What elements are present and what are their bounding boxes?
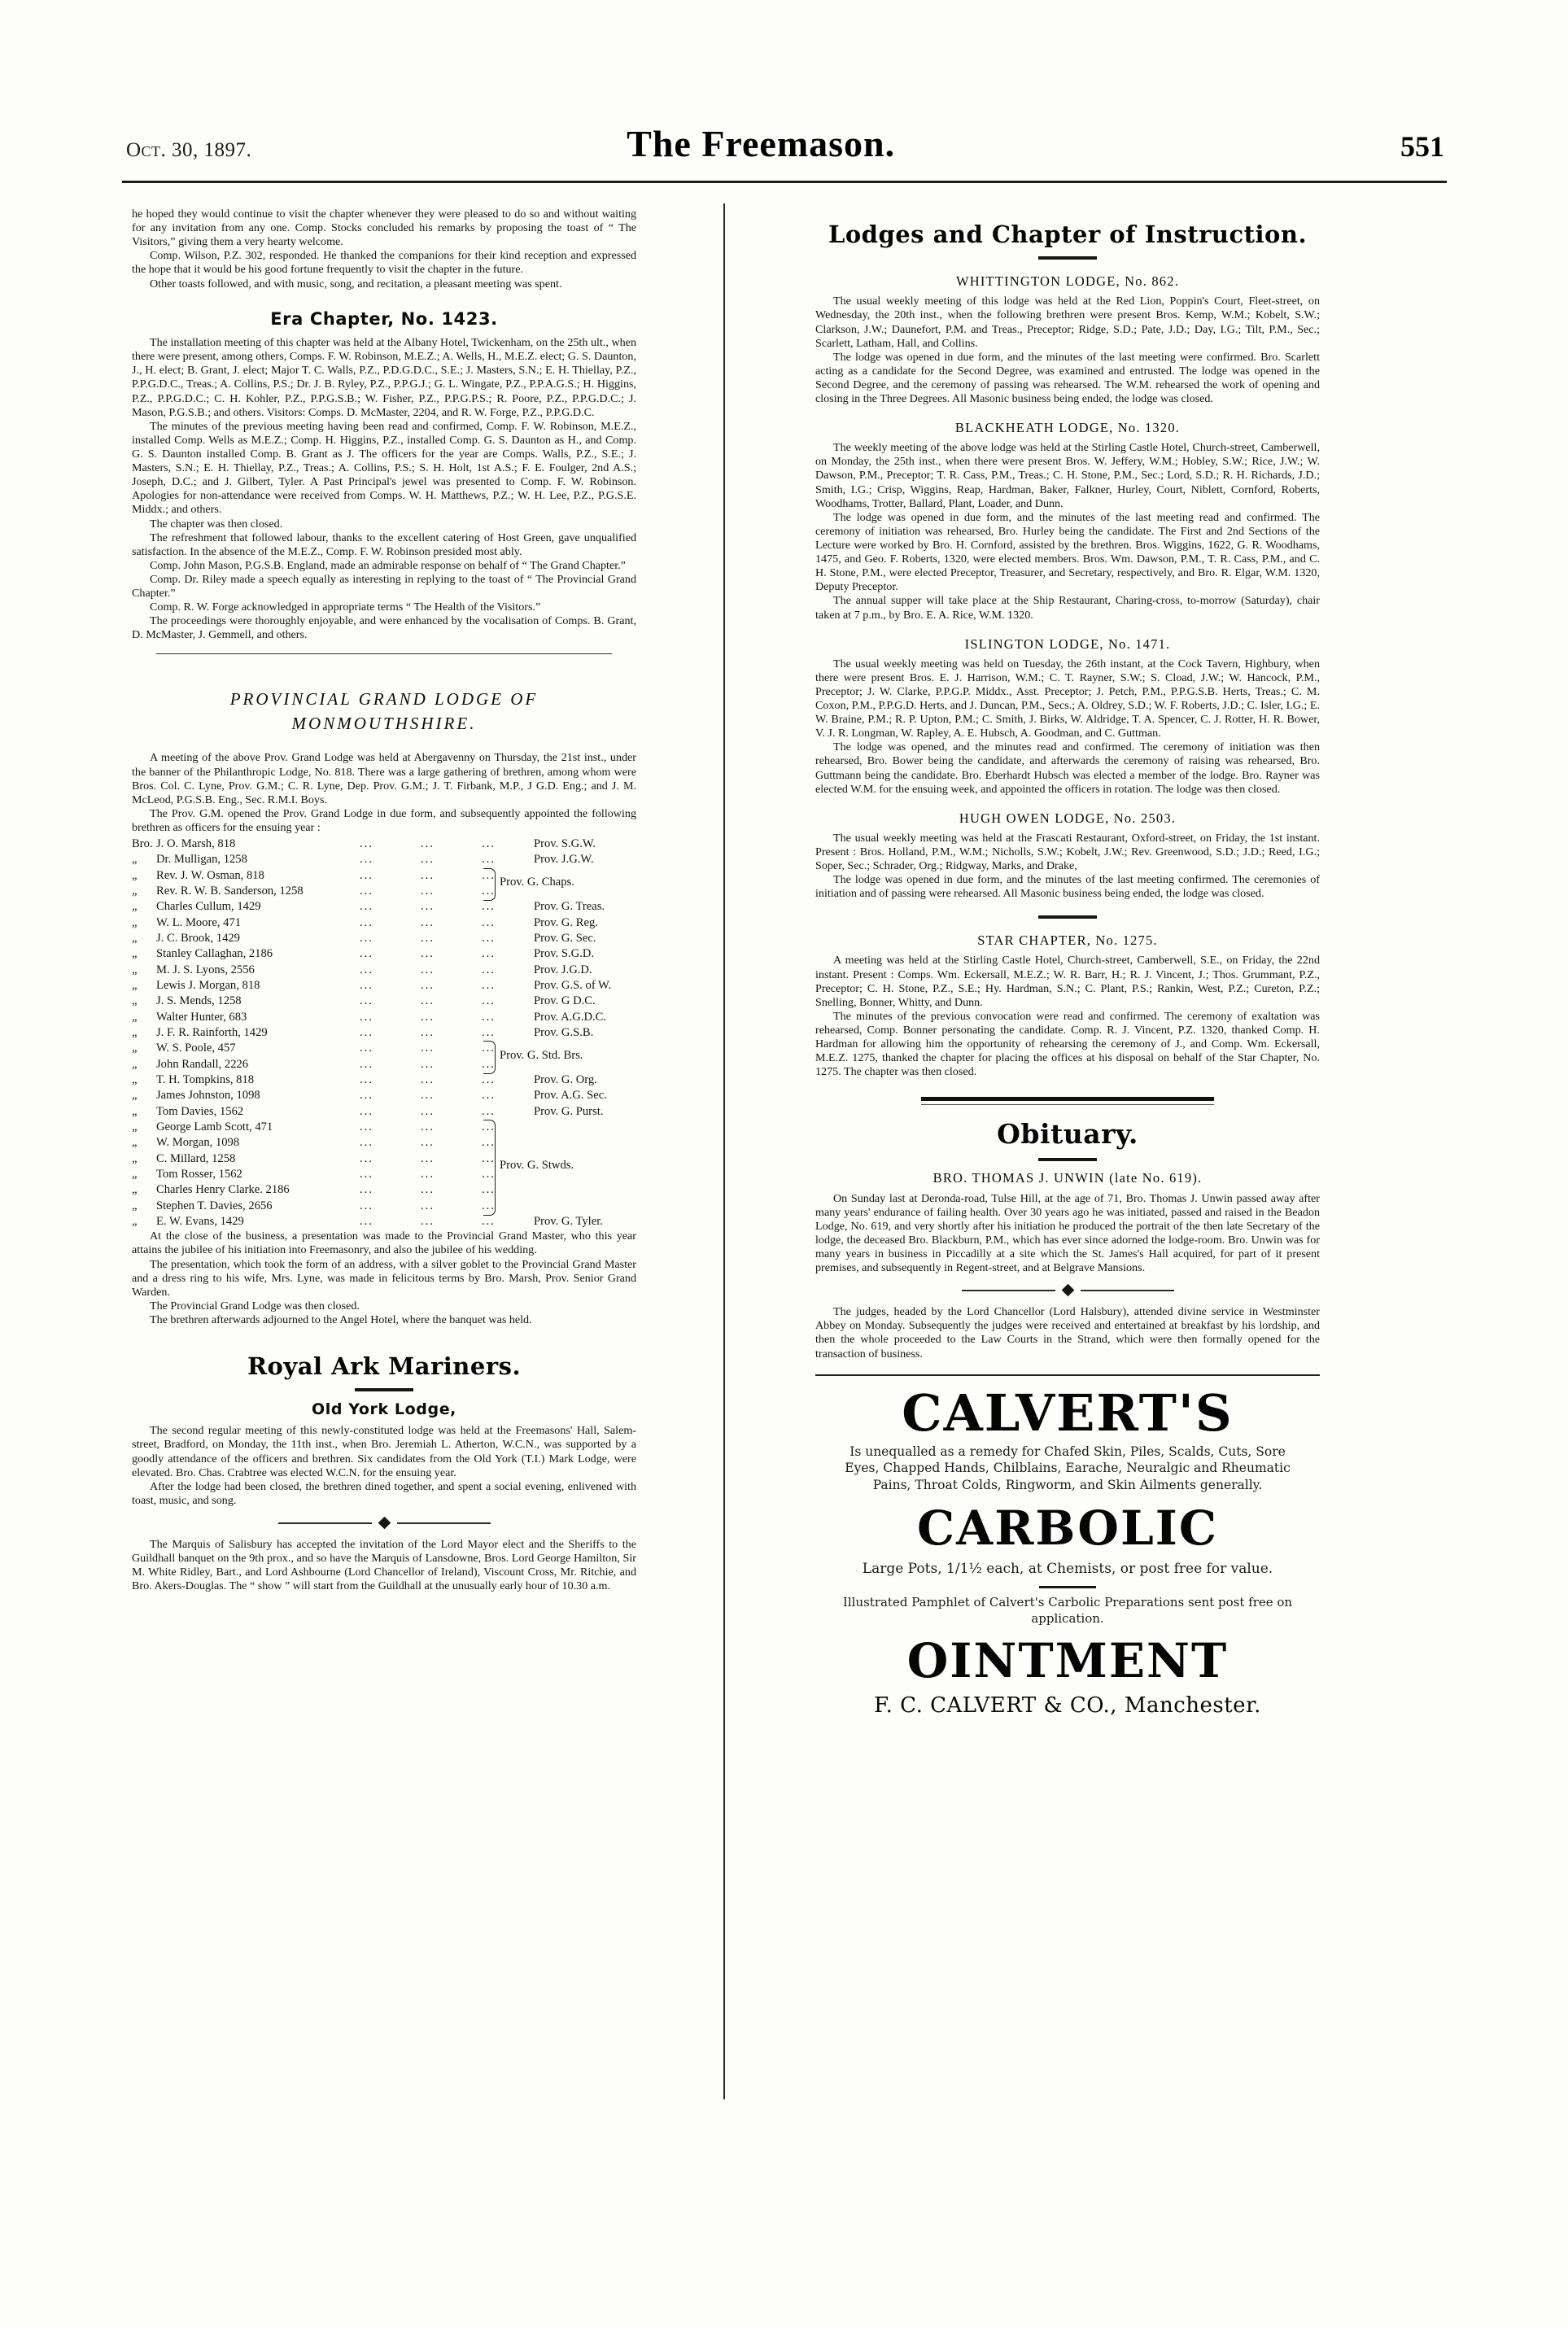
officer-prefix: „ (132, 947, 138, 961)
heading-blackheath-lodge: BLACKHEATH LODGE, No. 1320. (954, 420, 1181, 436)
leader-dots: ... (421, 1073, 435, 1087)
heading-star-chapter: STAR CHAPTER, No. 1275. (977, 933, 1158, 949)
officer-office: Prov. S.G.W. (534, 837, 596, 851)
officer-name: C. Millard, 1258 (156, 1151, 236, 1165)
leader-dots: ... (360, 853, 373, 867)
officer-row (132, 1072, 636, 1088)
officer-row (132, 1010, 636, 1025)
leader-dots: ... (360, 1057, 373, 1071)
whittington-para-2: The lodge was opened in due form, and the minutes of the last meeting were confirmed. Bro. Scarlett acting as a candidate for the Second Degree, was examined and entrusted. The lodge was opened in the Second Degree, and the ceremony of passing was rehearsed. The W.M. rehearsed the work of opening and closing in the Three Degrees. All Masonic business being ended, the lodge was closed. (815, 350, 1320, 406)
officer-name: W. Morgan, 1098 (156, 1136, 240, 1150)
leader-dots: ... (482, 1042, 496, 1055)
leader-dots: ... (482, 947, 496, 961)
leader-dots: ... (421, 932, 435, 946)
officer-row (132, 931, 636, 946)
officer-row (132, 852, 636, 867)
leader-dots: ... (421, 947, 435, 961)
star-chapter-para-2: The minutes of the previous convocation were read and confirmed. The ceremony of exaltation was rehearsed, Comp. Bonner personating the candidate. Comp. R. J. Vincent, P.Z. 1320, thanked Comp. H. Hardman for allowing him the opportunity of rehearsing the ceremony of J., and Comp. Wm. Eckersall, M.E.Z. 1275, thanked the chapter for placing the offices at his disposal on behalf of the Star Chapter, No. 1275. The chapter was then closed. (815, 1009, 1320, 1079)
leader-dots: ... (360, 884, 373, 898)
islington-para-2: The lodge was opened, and the minutes read and confirmed. The ceremony of initiation was then rehearsed, Bro. Bower being the candidate, and afterwards the ceremony of raising was rehearsed, Bro. Guttmann being the candidate. Bro. Eberhardt Hubsch was elected a member of the lodge. Bro. Rayner was elected W.M. for the ensuing week, and appointed the officers in rotation. The lodge was then closed. (815, 740, 1320, 796)
officer-office: Prov. J.G.W. (534, 853, 594, 867)
leader-dots: ... (360, 900, 373, 914)
divider-segment-left (278, 1522, 372, 1524)
brace-icon (483, 1041, 496, 1074)
leader-dots: ... (482, 837, 496, 851)
leader-dots: ... (482, 994, 496, 1008)
officer-name: J. F. R. Rainforth, 1429 (156, 1026, 268, 1040)
rule-light (921, 1104, 1214, 1105)
officer-row (132, 915, 636, 931)
leader-dots: ... (421, 1167, 435, 1181)
prov-para-4: The presentation, which took the form of an address, with a silver goblet to the Provincial Grand Master and a dress ring to his wife, Mrs. Lyne, was made in felicitous terms by Bro. Marsh, Prov. Senior Grand Warden. (132, 1257, 636, 1299)
leader-dots: ... (421, 1042, 435, 1055)
officer-office: Prov. G. Reg. (534, 915, 598, 929)
officer-prefix: „ (132, 1199, 138, 1212)
heading-lodges-chapter-instruction: Lodges and Chapter of Instruction. (828, 221, 1308, 248)
leader-dots: ... (421, 1089, 435, 1103)
officer-name: George Lamb Scott, 471 (156, 1120, 273, 1133)
paragraph-continuation-2: Comp. Wilson, P.Z. 302, responded. He thanked the companions for their kind reception and expressed the hope that it would be his good fortune frequently to visit the chapter in the future. (132, 249, 636, 277)
officer-prefix: „ (132, 868, 138, 882)
officer-prefix: „ (132, 1073, 138, 1087)
heading-prov-line1: PROVINCIAL GRAND LODGE OF (229, 688, 539, 709)
officer-office: Prov. G D.C. (534, 994, 596, 1008)
leader-dots: ... (360, 1199, 373, 1212)
officer-group-office: Prov. G. Chaps. (500, 876, 574, 889)
leader-dots: ... (360, 1073, 373, 1087)
paragraph-continuation-1: he hoped they would continue to visit the chapter whenever they were pleased to do so and without waiting for any invitation from any one. Comp. Stocks concluded his remarks by proposing the toast of “ The Visitors,” giving them a very hearty welcome. (132, 207, 636, 249)
ad-price: Large Pots, 1/1½ each, at Chemists, or post free for value. (862, 1561, 1273, 1578)
rule-heavy (921, 1097, 1214, 1101)
ad-description: Is unequalled as a remedy for Chafed Skin, Piles, Scalds, Cuts, Sore Eyes, Chapped Hands, Chilblains, Earache, Neuralgic and Rheumatic Pains, Throat Colds, Ringworm, and Skin Ailments generally. (845, 1444, 1291, 1492)
prov-para-2: The Prov. G.M. opened the Prov. Grand Lodge in due form, and subsequently appointed the following brethren as officers for the ensuing year : (132, 806, 636, 834)
officer-prefix: „ (132, 1120, 138, 1133)
heading-obituary: Obituary. (997, 1118, 1138, 1151)
leader-dots: ... (482, 868, 496, 882)
officer-office: Prov. A.G.D.C. (534, 1010, 607, 1024)
heading-obituary-subject: BRO. THOMAS J. UNWIN (late No. 619). (933, 1170, 1203, 1186)
heading-prov-line2: MONMOUTHSHIRE. (291, 714, 477, 733)
heading-provincial-grand-lodge (132, 687, 636, 736)
officer-prefix: Bro. (132, 837, 153, 851)
heading-royal-ark-mariners: Royal Ark Mariners. (247, 1352, 522, 1381)
officer-name: Rev. J. W. Osman, 818 (156, 868, 264, 882)
calverts-advertisement (815, 1382, 1320, 1719)
officer-name: Stephen T. Davies, 2656 (156, 1199, 273, 1212)
officer-row (132, 1182, 636, 1198)
page-number: 551 (1400, 130, 1444, 163)
officer-name: Dr. Mulligan, 1258 (156, 853, 247, 867)
officer-name: M. J. S. Lyons, 2556 (156, 963, 255, 976)
prov-para-3: At the close of the business, a presentation was made to the Provincial Grand Master, who this year attains the jubilee of his initiation into Freemasonry, and also the jubilee of his wedding. (132, 1230, 636, 1257)
leader-dots: ... (360, 1167, 373, 1181)
officer-name: W. S. Poole, 457 (156, 1042, 236, 1055)
era-chapter-para-5: Comp. John Mason, P.G.S.B. England, made an admirable response on behalf of “ The Grand Chapter.” (150, 558, 626, 572)
officer-name: Tom Davies, 1562 (156, 1104, 244, 1118)
officer-row (132, 1199, 636, 1214)
officer-name: James Johnston, 1098 (156, 1089, 260, 1103)
heading-rule-instruction (1038, 256, 1097, 260)
officer-group-office: Prov. G. Stwds. (500, 1159, 574, 1173)
ad-pamphlet-offer: Illustrated Pamphlet of Calvert's Carbolic Preparations sent post free on application. (842, 1595, 1293, 1626)
heading-whittington-lodge: WHITTINGTON LODGE, No. 862. (955, 273, 1180, 290)
leader-dots: ... (482, 1183, 496, 1197)
era-chapter-para-1: The installation meeting of this chapter was held at the Albany Hotel, Twickenham, on the 25th ult., when there were present, among others, Comps. F. W. Robinson, M.E.Z.; A. Wells, H., M.E.Z. elect; G. S. Daunton, J., H. elect; B. Grant, J. elect; Major T. C. Walls, P.Z., P.D.G.D.C., S.E.; J. Masters, S.N.; E. H. Thiellay, P.Z., P.P.G.D.C., Treas.; A. Collins, P.S.; Dr. J. B. Ryley, P.Z., P.P.G.J.; G. L. Wingate, P.Z., P.P.A.G.S.; H. Higgins, P.Z., P.P.G.D.C.; C. H. Kohler, P.Z., P.P.G.S.B.; W. Fisher, P.Z., P.P.G.P.S.; R. Poore, P.Z., P.P.G.D.C.; J. Mason, P.G.S.B.; and others. Visitors: Comps. D. McMaster, 2204, and R. W. Forge, P.Z., P.P.G.D.C. (132, 336, 636, 419)
prov-para-5: The Provincial Grand Lodge was then closed. (150, 1299, 360, 1313)
blackheath-para-3: The annual supper will take place at the Ship Restaurant, Charing-cross, to-morrow (Saturday), chair taken at 7 p.m., by Bro. E. A. Rice, W.M. 1320. (815, 594, 1320, 622)
leader-dots: ... (421, 994, 435, 1008)
leader-dots: ... (360, 947, 373, 961)
hugh-owen-para-1: The usual weekly meeting was held at the Frascati Restaurant, Oxford-street, on Friday, the 1st instant. Present : Bros. Holland, P.M., W.M.; Nicholls, S.W.; Kobelt, J.W.; Rev. Greenwood, S.D.; J.D.; Reed, I.G.; Soper, Sec.; Schrader, Org.; Ridgway, Marks, and Drake, (815, 831, 1320, 873)
officer-office: Prov. A.G. Sec. (534, 1089, 607, 1103)
officer-prefix: „ (132, 1151, 138, 1165)
officer-prefix: „ (132, 1183, 138, 1197)
leader-dots: ... (360, 1026, 373, 1040)
officer-group-office: Prov. G. Std. Brs. (500, 1049, 583, 1063)
leader-dots: ... (421, 1057, 435, 1071)
divider-segment-right (397, 1522, 491, 1524)
diamond-icon (1061, 1284, 1074, 1297)
leader-dots: ... (482, 915, 496, 929)
star-chapter-para-1: A meeting was held at the Stirling Castle Hotel, Church-street, Camberwell, S.E., on Friday, the 22nd instant. Present : Comps. Wm. Eckersall, M.E.Z.; W. R. Barr, H.; R. J. Vincent, J.; Thos. Grummant, P.Z., Preceptor; C. H. Stone, P.Z., S.E.; Hy. Hardman, S.N.; C. Plant, P.S.; Rankin, West, P.Z.; Cureton, P.Z.; Snelling, Bonner, Whitty, and Dunn. (815, 954, 1320, 1009)
officer-row (132, 1120, 636, 1135)
leader-dots: ... (482, 963, 496, 976)
leader-dots: ... (482, 979, 496, 993)
leader-dots: ... (421, 1151, 435, 1165)
officer-office: Prov. G. Sec. (534, 932, 596, 946)
leader-dots: ... (421, 884, 435, 898)
obituary-top-rule (921, 1097, 1214, 1105)
left-column (132, 207, 636, 1593)
masthead (126, 122, 1444, 179)
leader-dots: ... (421, 853, 435, 867)
officer-name: Rev. R. W. B. Sanderson, 1258 (156, 884, 304, 898)
officer-prefix: „ (132, 1042, 138, 1055)
officer-row (132, 1025, 636, 1041)
officer-prefix: „ (132, 963, 138, 976)
officer-row (132, 963, 636, 978)
leader-dots: ... (421, 1026, 435, 1040)
officer-name: Lewis J. Morgan, 818 (156, 979, 260, 993)
officer-name: Charles Henry Clarke. 2186 (156, 1183, 290, 1197)
leader-dots: ... (482, 1073, 496, 1087)
obituary-para-1: On Sunday last at Deronda-road, Tulse Hill, at the age of 71, Bro. Thomas J. Unwin passed away after many years' endurance of failing health. Over 30 years ago he was initiated, passed and raised in the Beadon Lodge, No. 619, and very shortly after his initiation he produced the portrait of the then late Secretary of the lodge, the deceased Bro. Blackburn, P.M., which has ever since adorned the lodge-room. Bro. Unwin was for many years in business in Piccadilly at a site which the St. James's Hall acquired, for part of it present premises, and subsequently in Regent-street, and at Belgrave Mansions. (815, 1191, 1320, 1275)
era-chapter-para-6: Comp. Dr. Riley made a speech equally as interesting in replying to the toast of “ The Provincial Grand Chapter.” (132, 573, 636, 601)
leader-dots: ... (421, 837, 435, 851)
leader-dots: ... (360, 1089, 373, 1103)
officer-row (132, 978, 636, 994)
leader-dots: ... (360, 1214, 373, 1228)
column-divider (723, 203, 725, 2099)
officer-name: J. O. Marsh, 818 (156, 837, 236, 851)
leader-dots: ... (360, 837, 373, 851)
leader-dots: ... (421, 1136, 435, 1150)
officer-office: Prov. G.S. of W. (534, 979, 612, 993)
officer-office: Prov. S.G.D. (534, 947, 595, 961)
ad-company-name: F. C. CALVERT & CO., Manchester. (874, 1692, 1261, 1718)
leader-dots: ... (482, 1136, 496, 1150)
leader-dots: ... (421, 963, 435, 976)
officer-prefix: „ (132, 915, 138, 929)
officer-prefix: „ (132, 1136, 138, 1150)
ad-product-ointment: OINTMENT (906, 1632, 1229, 1688)
divider-segment-left (962, 1290, 1055, 1291)
publication-title: The Freemason. (627, 123, 896, 164)
officer-row (132, 1088, 636, 1103)
royal-ark-para-2: After the lodge had been closed, the brethren dined together, and spent a social evening, enlivened with toast, music, and song. (132, 1479, 636, 1507)
officer-prefix: „ (132, 932, 138, 946)
officer-row (132, 1135, 636, 1151)
leader-dots: ... (360, 932, 373, 946)
leader-dots: ... (482, 853, 496, 867)
officer-office: Prov. G. Tyler. (534, 1214, 603, 1228)
officer-office: Prov. G. Org. (534, 1073, 597, 1087)
officers-list (132, 836, 636, 1230)
leader-dots: ... (421, 979, 435, 993)
leader-dots: ... (482, 1120, 496, 1133)
leader-dots: ... (421, 1199, 435, 1212)
era-chapter-para-2: The minutes of the previous meeting having been read and confirmed, Comp. F. W. Robinson, M.E.Z., installed Comp. Wells as M.E.Z.; Comp. H. Higgins, P.Z., installed Comp. G. S. Daunton as H., and Comp. G. S. Daunton installed Comp. B. Grant as J. The officers for the year are Comps. Walls, P.Z., S.E.; J. Masters, S.N.; E. H. Thiellay, P.Z., Treas.; A. Collins, P.S.; S. H. Holt, 1st A.S.; F. E. Foulger, 2nd A.S.; Joseph, D.C.; and J. Gilbert, Tyler. A Past Principal's jewel was presented to Comp. F. W. Robinson. Apologies for non-attendance were received from Comps. W. H. Matthews, P.Z.; W. H. Lee, P.Z., P.G.S.E. Middx.; and others. (132, 419, 636, 517)
heading-islington-lodge: ISLINGTON LODGE, No. 1471. (964, 636, 1171, 652)
prov-para-1: A meeting of the above Prov. Grand Lodge was held at Abergavenny on Thursday, the 21st inst., under the banner of the Philanthropic Lodge, No. 818. There was a large gathering of brethren, among whom were Bros. Col. C. Lyne, Prov. G.M.; C. R. Lyne, Dep. Prov. G.M.; J. T. Firbank, M.P., J G.D. Eng.; and J. M. McLeod, P.G.S.B. Eng., Sec. R.M.I. Boys. (132, 751, 636, 806)
era-chapter-para-8: The proceedings were thoroughly enjoyable, and were enhanced by the vocalisation of Comps. B. Grant, D. McMaster, J. Gemmell, and others. (132, 614, 636, 642)
divider-before-star-chapter (1038, 915, 1097, 919)
leader-dots: ... (421, 1120, 435, 1133)
officer-name: J. C. Brook, 1429 (156, 932, 240, 946)
diamond-divider-left (250, 1518, 518, 1527)
leader-dots: ... (360, 1136, 373, 1150)
officer-prefix: „ (132, 994, 138, 1008)
diamond-icon (378, 1517, 391, 1530)
officer-row (132, 836, 636, 852)
officer-name: Stanley Callaghan, 2186 (156, 947, 273, 961)
officer-prefix: „ (132, 1057, 138, 1071)
officer-row (132, 994, 636, 1009)
officer-office: Prov. J.G.D. (534, 963, 592, 976)
officer-row (132, 1104, 636, 1120)
leader-dots: ... (421, 900, 435, 914)
section-rule-1 (156, 653, 612, 654)
officer-name: J. S. Mends, 1258 (156, 994, 242, 1008)
ad-top-rule (815, 1374, 1320, 1376)
royal-ark-para-1: The second regular meeting of this newly-constituted lodge was held at the Freemasons' Hall, Salem-street, Bradford, on Monday, the 11th inst., when Bro. Jeremiah L. Atherton, W.C.N., was supported by a goodly attendance of the officers and brethren. Six candidates from the Old York (T.I.) Mark Lodge, were elevated. Bro. Chas. Crabtree was elected W.C.N. for the ensuing year. (132, 1424, 636, 1479)
leader-dots: ... (360, 994, 373, 1008)
officer-name: Walter Hunter, 683 (156, 1010, 247, 1024)
officer-prefix: „ (132, 1104, 138, 1118)
leader-dots: ... (421, 868, 435, 882)
leader-dots: ... (482, 900, 496, 914)
leader-dots: ... (482, 1167, 496, 1181)
leader-dots: ... (482, 1057, 496, 1071)
divider-segment-right (1081, 1290, 1174, 1291)
officer-prefix: „ (132, 884, 138, 898)
heading-rule-royal-ark (355, 1388, 413, 1391)
leader-dots: ... (360, 915, 373, 929)
masthead-rule (122, 181, 1447, 183)
officer-name: W. L. Moore, 471 (156, 915, 242, 929)
ad-brand-calverts: CALVERT'S (902, 1382, 1234, 1443)
leader-dots: ... (482, 932, 496, 946)
prov-para-6: The brethren afterwards adjourned to the Angel Hotel, where the banquet was held. (150, 1313, 532, 1326)
leader-dots: ... (482, 1010, 496, 1024)
officer-prefix: „ (132, 1026, 138, 1040)
era-chapter-para-7: Comp. R. W. Forge acknowledged in appropriate terms “ The Health of the Visitors.” (150, 601, 541, 614)
officer-office: Prov. G. Purst. (534, 1104, 604, 1118)
officer-office: Prov. G. Treas. (534, 900, 605, 914)
officer-prefix: „ (132, 1214, 138, 1228)
officer-office: Prov. G.S.B. (534, 1026, 594, 1040)
officer-prefix: „ (132, 979, 138, 993)
hugh-owen-para-2: The lodge was opened in due form, and the minutes of the last meeting confirmed. The ceremonies of initiation and of passing were rehearsed. All Masonic business being ended, the lodge was closed. (815, 873, 1320, 901)
blackheath-para-2: The lodge was opened in due form, and the minutes of the last meeting read and confirmed. The ceremony of initiation was rehearsed, Bro. Hurley being the candidate. The First and 2nd Sections of the Lecture were worked by Bro. H. Cornford, assisted by the brethren. Bros. Wiggins, 1622, G. R. Woodhams, 1475, and Geo. F. Roberts, 1320, were elected members. Bros. Wm. Dawson, P.M., T. R. Cass, P.M., and C. H. Stone, P.M., were elected Preceptor, Treasurer, and Secretary, respectively, and Bro. R. Elgar, W.M. 1320, Deputy Preceptor. (815, 510, 1320, 594)
leader-dots: ... (482, 1026, 496, 1040)
islington-para-1: The usual weekly meeting was held on Tuesday, the 26th instant, at the Cock Tavern, Highbury, when there were present Bros. E. J. Harrison, W.M.; C. T. Rayner, S.W.; S. Cload, J.W.; W. Hancock, P.M., Preceptor; J. W. Clarke, P.P.G.P. Middx., Asst. Preceptor; J. Petch, P.M., P.P.G.S.B. Herts, Treas.; C. M. Coxon, P.M., P.P.G.D. Herts, and J. Duncan, P.M., Secs.; A. Oldrey, S.D.; W. F. Roberts, J.D.; C. Isler, I.G.; E. W. Braine, P.M.; R. P. Upton, P.M.; C. Smith, J. Birks, W. Aldridge, T. A. Spencer, C. J. Rotter, H. R. Bower, V. J. R. Longman, W. Rapley, A. E. Hubsch, A. Goodman, and C. Guttman. (815, 657, 1320, 740)
leader-dots: ... (482, 1089, 496, 1103)
era-chapter-para-4: The refreshment that followed labour, thanks to the excellent catering of Host Green, gave unqualified satisfaction. In the absence of the M.E.Z., Comp. F. W. Robinson presided most ably. (132, 531, 636, 558)
ad-product-carbolic: CARBOLIC (916, 1500, 1219, 1557)
leader-dots: ... (360, 1120, 373, 1133)
blackheath-para-1: The weekly meeting of the above lodge was held at the Stirling Castle Hotel, Church-street, Camberwell, on Monday, the 25th inst., when there were present Bros. W. Jeffery, W.M.; Hobley, S.W.; Rice, J.W.; W. Dawson, P.M., Preceptor; T. R. Cass, P.M., Treas.; C. H. Stone, P.M., Sec.; Lord, S.D.; R. H. Richards, J.D.; Smith, I.G.; Crisp, Wiggins, Reap, Hardman, Baker, Falkner, Hurley, Court, Niblett, Cornford, Roberts, Woodhams, Trotter, Ballard, Plant, Loader, and Dunn. (815, 441, 1320, 510)
officer-row (132, 1214, 636, 1230)
salisbury-note: The Marquis of Salisbury has accepted the invitation of the Lord Mayor elect and the Sheriffs to the Guildhall banquet on the 9th prox., and so have the Marquis of Lansdowne, Bros. Lord George Hamilton, Sir M. White Ridley, Bart., and Lord Ashbourne (Lord Chancellor of Ireland), Viscount Cross, Mr. Ritchie, and Bro. Akers-Douglas. The “ show ” will start from the Guildhall at the unusually early hour of 10.30 a.m. (132, 1538, 636, 1593)
leader-dots: ... (421, 1104, 435, 1118)
judges-note: The judges, headed by the Lord Chancellor (Lord Halsbury), attended divine service in Westminster Abbey on Monday. Subsequently the judges were received and entertained at breakfast by his lordship, and then the whole proceeded to the Law Courts in the Strand, which were then formally opened for the transaction of business. (815, 1305, 1320, 1361)
diamond-divider-right (933, 1286, 1202, 1295)
officer-prefix: „ (132, 1089, 138, 1103)
leader-dots: ... (482, 1214, 496, 1228)
leader-dots: ... (482, 1199, 496, 1212)
officer-name: John Randall, 2226 (156, 1057, 249, 1071)
right-column (815, 207, 1320, 1719)
leader-dots: ... (360, 1010, 373, 1024)
officer-name: Tom Rosser, 1562 (156, 1167, 242, 1181)
leader-dots: ... (482, 884, 496, 898)
brace-icon (483, 1120, 496, 1216)
leader-dots: ... (360, 1042, 373, 1055)
leader-dots: ... (360, 979, 373, 993)
leader-dots: ... (421, 915, 435, 929)
leader-dots: ... (360, 1104, 373, 1118)
leader-dots: ... (421, 1183, 435, 1197)
officer-prefix: „ (132, 853, 138, 867)
era-chapter-para-3: The chapter was then closed. (150, 517, 283, 531)
whittington-para-1: The usual weekly meeting of this lodge was held at the Red Lion, Poppin's Court, Fleet-street, on Wednesday, the 20th inst., when the following brethren were present Bros. Kemp, W.M.; Kobelt, S.W.; Clarkson, J.W.; Daunefort, P.M. and Treas., Preceptor; Ridge, S.D.; Pate, J.D.; Day, I.G.; Tilt, P.M., Sec.; Scarlett, Latham, Hall, and Collins. (815, 295, 1320, 350)
leader-dots: ... (421, 1010, 435, 1024)
leader-dots: ... (360, 1151, 373, 1165)
officer-prefix: „ (132, 900, 138, 914)
officer-row (132, 946, 636, 962)
leader-dots: ... (360, 868, 373, 882)
officer-name: T. H. Tompkins, 818 (156, 1073, 255, 1087)
ad-divider-rule (1039, 1586, 1096, 1588)
officer-name: Charles Cullum, 1429 (156, 900, 261, 914)
officer-prefix: „ (132, 1010, 138, 1024)
heading-era-chapter: Era Chapter, No. 1423. (270, 308, 498, 329)
leader-dots: ... (360, 1183, 373, 1197)
heading-hugh-owen-lodge: HUGH OWEN LODGE, No. 2503. (959, 810, 1177, 826)
officer-prefix: „ (132, 1167, 138, 1181)
officer-row (132, 899, 636, 915)
brace-icon (483, 868, 496, 902)
leader-dots: ... (482, 1104, 496, 1118)
leader-dots: ... (360, 963, 373, 976)
issue-date: Oct. 30, 1897. (126, 139, 252, 161)
leader-dots: ... (482, 1151, 496, 1165)
officer-name: E. W. Evans, 1429 (156, 1214, 244, 1228)
paragraph-continuation-3: Other toasts followed, and with music, song, and recitation, a pleasant meeting was spent. (150, 277, 562, 290)
leader-dots: ... (421, 1214, 435, 1228)
heading-rule-obituary (1038, 1158, 1097, 1161)
heading-old-york-lodge: Old York Lodge, (311, 1400, 457, 1419)
